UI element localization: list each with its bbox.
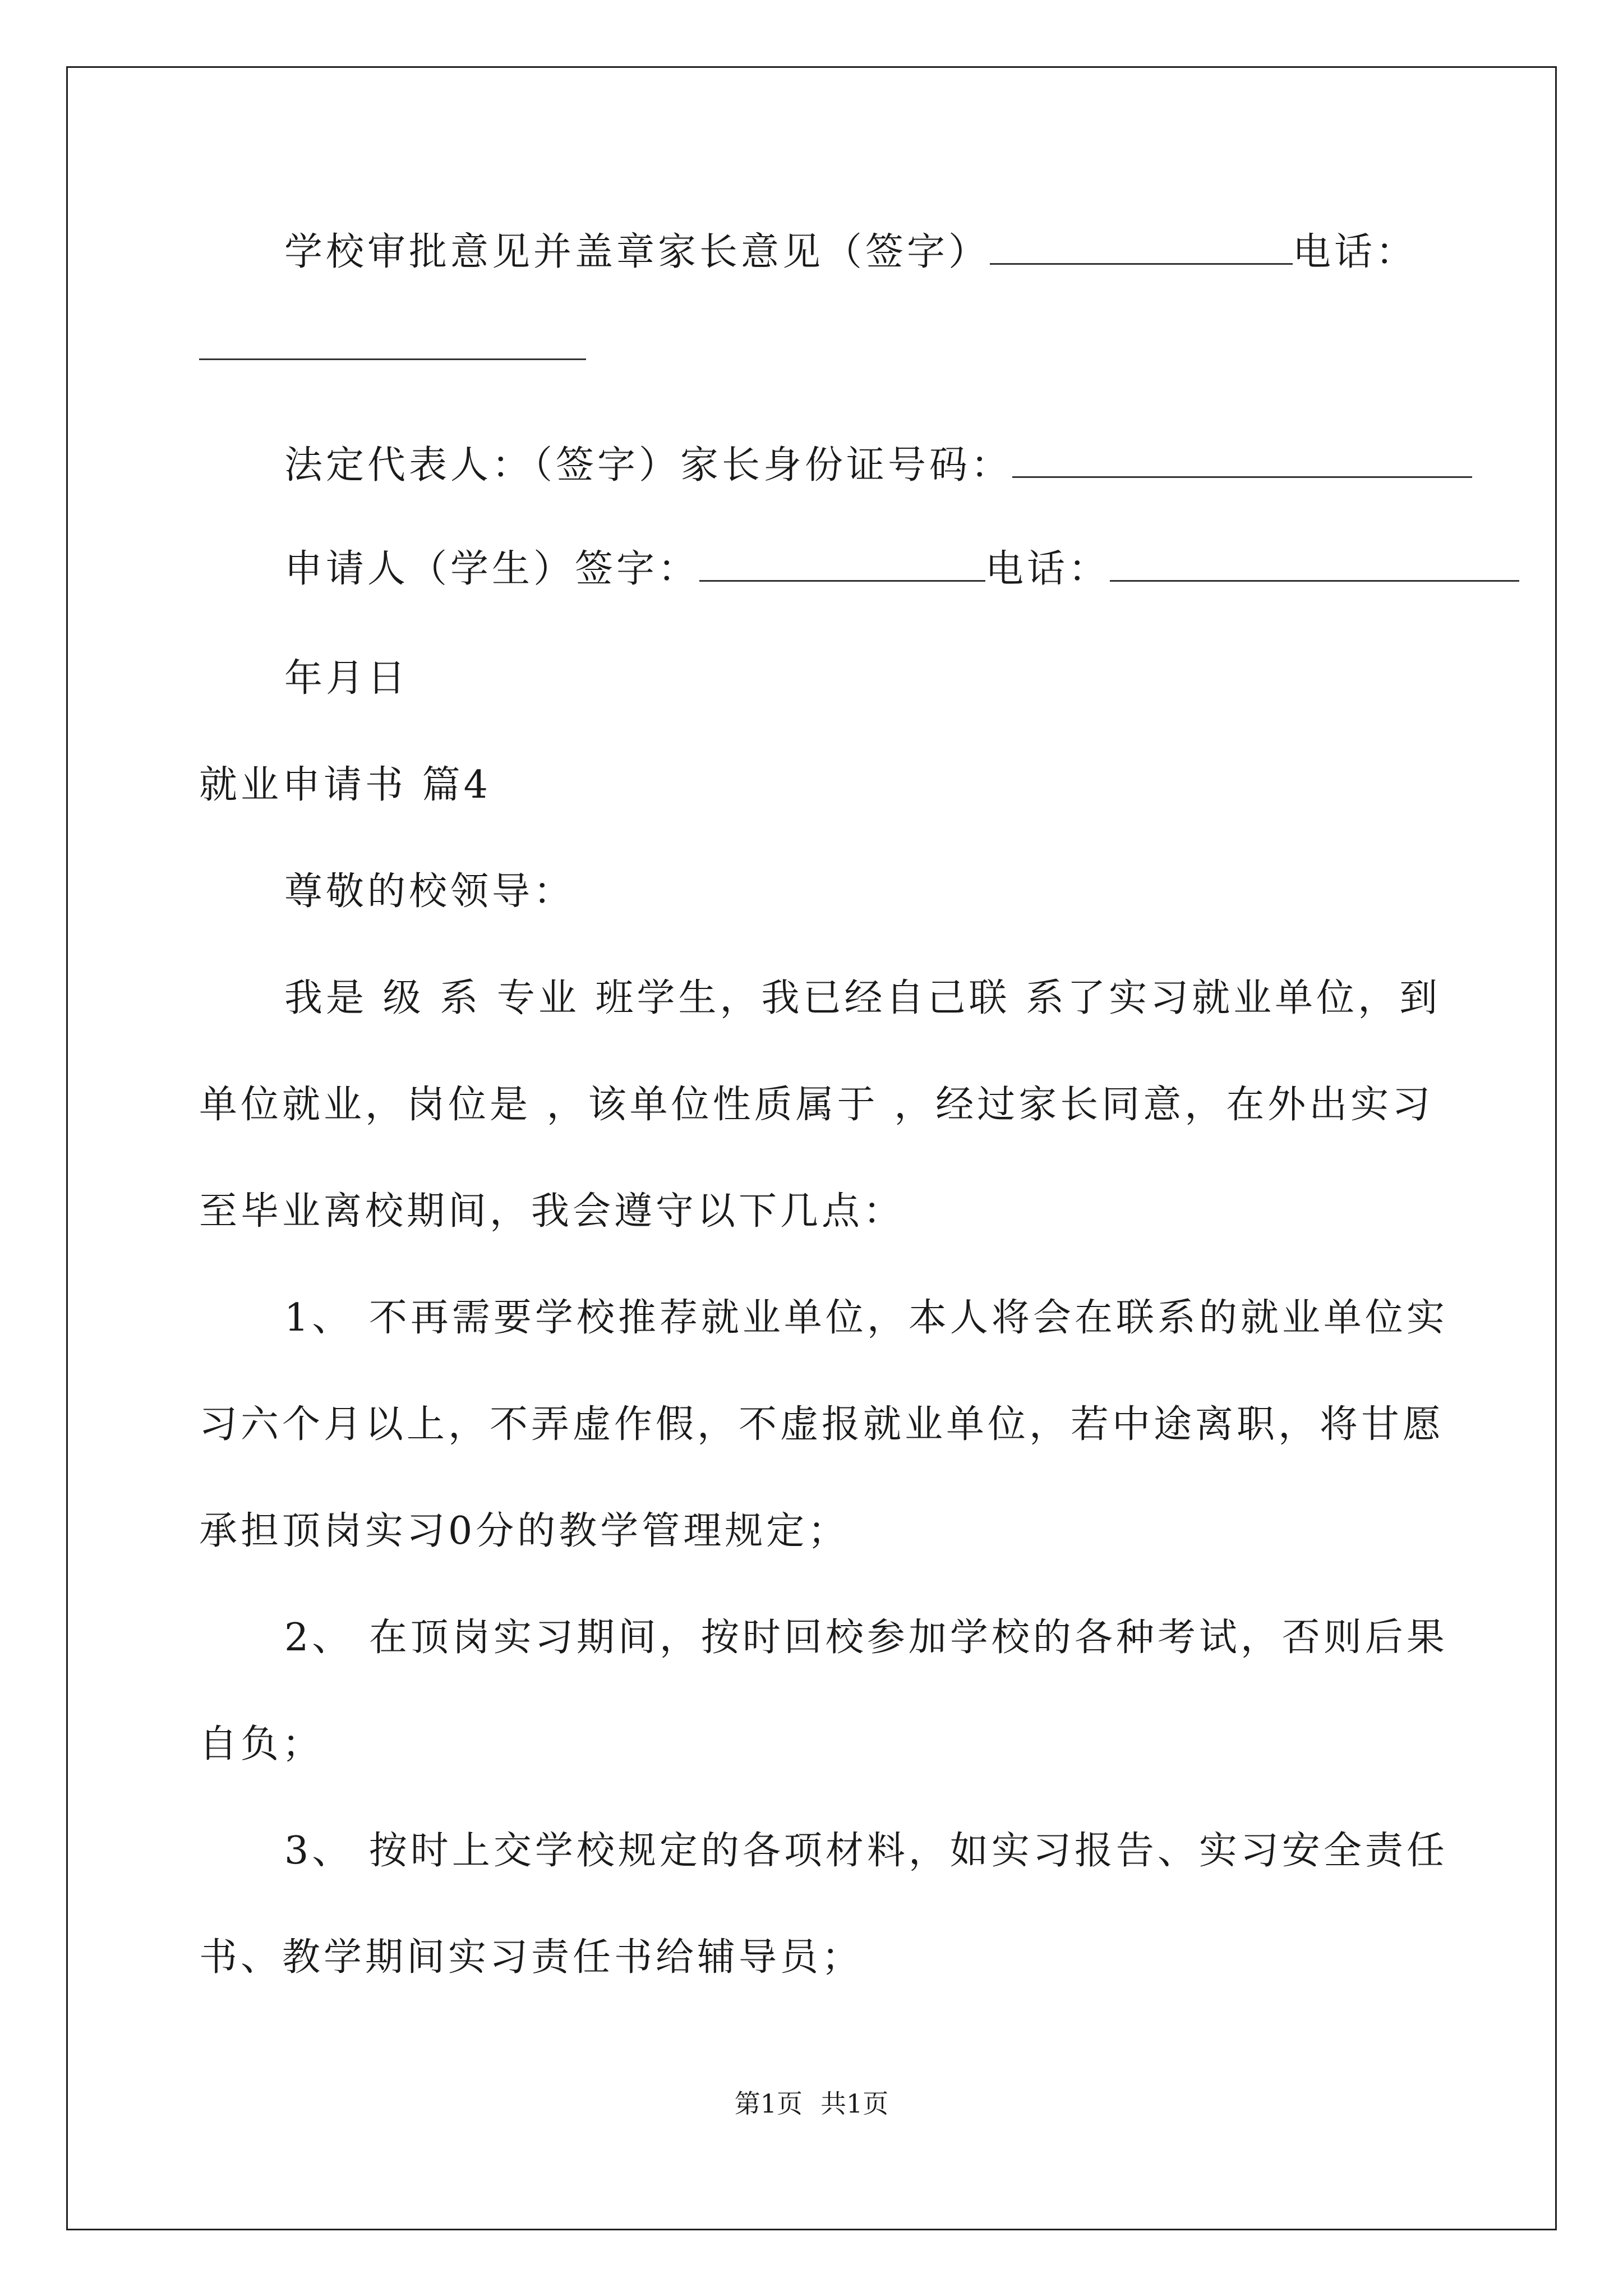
date-label: 年月日: [284, 656, 409, 701]
applicant-phone-label: 电话：: [985, 547, 1110, 591]
paragraph-line: [199, 1077, 1434, 1133]
list-item-line: [199, 1610, 1448, 1666]
list-item-line: [199, 1503, 1424, 1559]
approval-label: 学校审批意见并盖章家长意见（签字）: [284, 230, 990, 274]
page-border: [66, 66, 1557, 2230]
phone-label: 电话：: [1293, 230, 1418, 274]
list-item-text: 1、 不再需要学校推荐就业单位，本人将会在联系的就业单位实: [284, 1296, 1448, 1340]
parent-signature-line: [199, 224, 1424, 280]
list-item-text: 承担顶岗实习0分的教学管理规定；: [199, 1509, 850, 1553]
date-line: [199, 651, 1424, 707]
paragraph-line: [199, 1184, 1424, 1240]
list-item-text: 自负；: [199, 1722, 324, 1766]
list-item-text: 习六个月以上，不弄虚作假，不虚报就业单位，若中途离职，将甘愿: [199, 1402, 1445, 1447]
list-item-text: 书、教学期间实习责任书给辅导员；: [199, 1935, 864, 1980]
list-item-text: 3、 按时上交学校规定的各项材料，如实习报告、实习安全责任: [284, 1829, 1448, 1873]
page-total: 共1页: [820, 2088, 889, 2119]
applicant-signature-line: [199, 541, 1424, 597]
paragraph-text: 我是 级 系 专业 班学生，我已经自己联 系了实习就业单位，到: [284, 976, 1441, 1020]
applicant-signature-blank[interactable]: [699, 545, 985, 582]
page-number: 第1页: [734, 2088, 803, 2119]
list-item-line: [199, 1290, 1448, 1346]
applicant-signature-label: 申请人（学生）签字：: [284, 547, 700, 591]
list-item-text: 2、 在顶岗实习期间，按时回校参加学校的各种考试，否则后果: [284, 1616, 1448, 1660]
paragraph-text: 单位就业，岗位是 ，该单位性质属于 ，经过家长同意，在外出实习: [199, 1083, 1434, 1127]
paragraph-line: [199, 970, 1441, 1027]
list-item-line: [199, 1397, 1445, 1453]
legal-rep-id-label: 法定代表人：（签字）家长身份证号码：: [284, 443, 1013, 487]
parent-phone-blank[interactable]: [199, 324, 586, 360]
applicant-phone-blank[interactable]: [1110, 545, 1519, 582]
id-number-line: [199, 438, 1424, 494]
salutation: [199, 864, 1424, 920]
list-item-line: [199, 1823, 1448, 1879]
page-footer: [0, 2087, 1623, 2120]
section-heading-text: 就业申请书 篇4: [199, 763, 491, 807]
salutation-text: 尊敬的校领导：: [284, 869, 575, 914]
phone-blank-line: [199, 320, 1424, 376]
section-heading: [199, 757, 1424, 813]
parent-signature-blank[interactable]: [990, 228, 1293, 265]
id-number-blank[interactable]: [1012, 441, 1472, 478]
list-item-line: [199, 1717, 1424, 1773]
paragraph-text: 至毕业离校期间，我会遵守以下几点：: [199, 1189, 905, 1234]
list-item-line: [199, 1930, 1424, 1986]
